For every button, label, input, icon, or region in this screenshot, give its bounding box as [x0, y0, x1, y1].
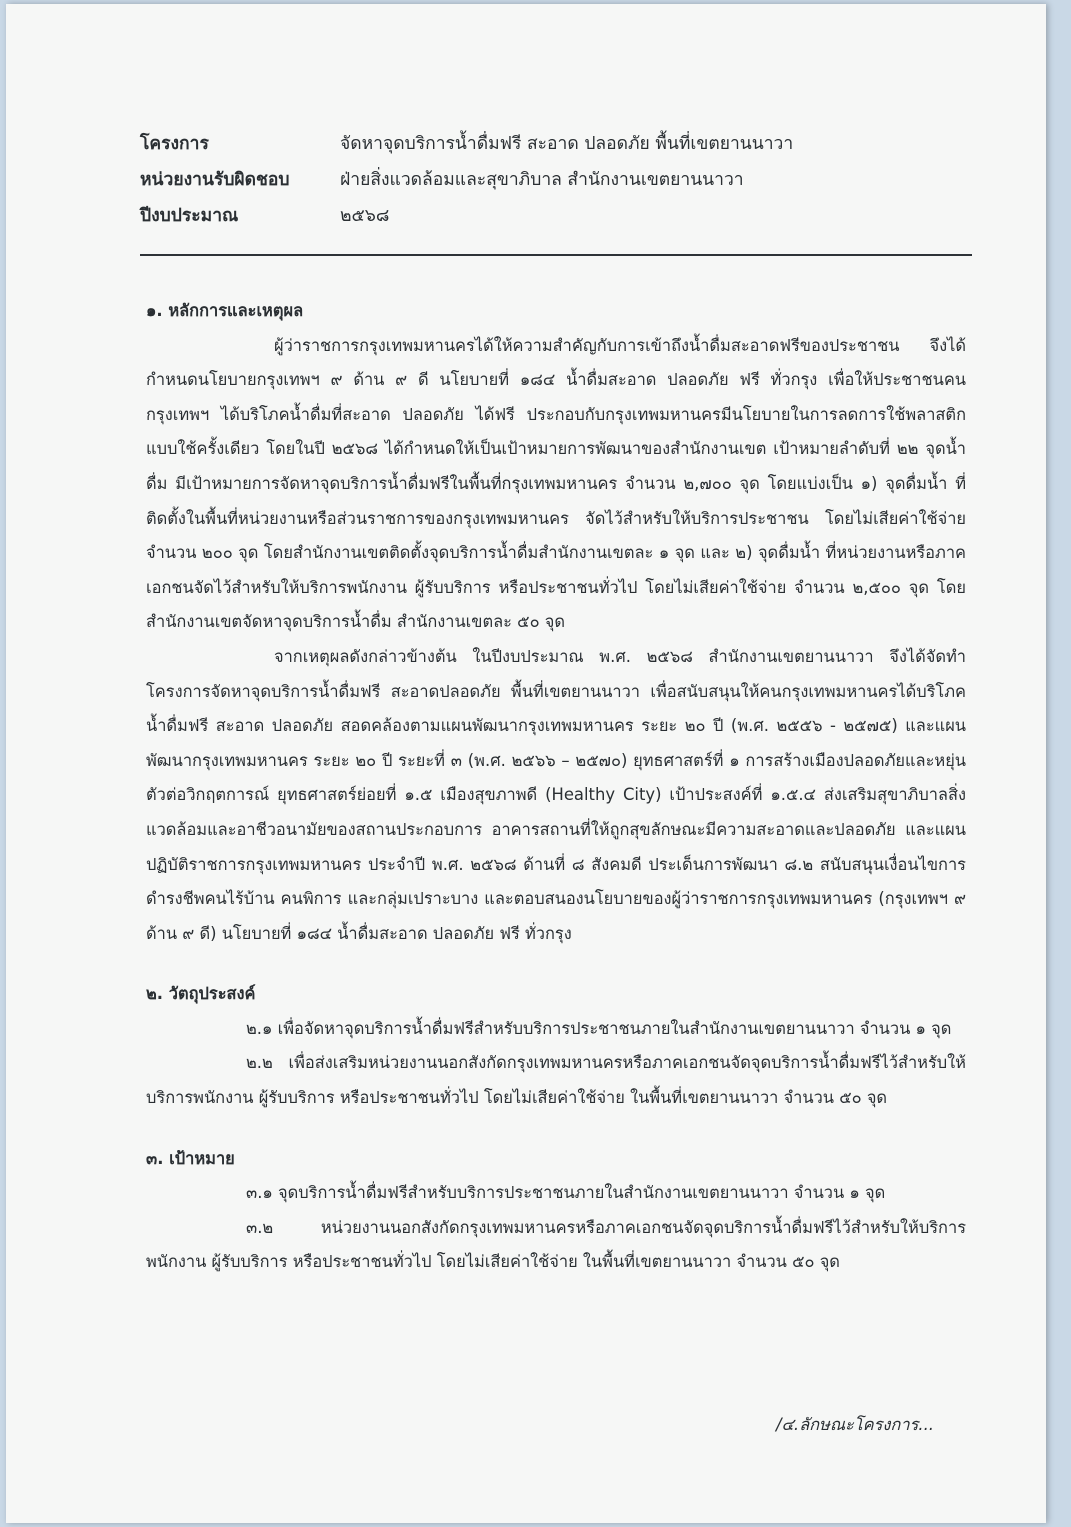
project-label: โครงการ: [140, 134, 209, 154]
objective-item-1: ๒.๑ เพื่อจัดหาจุดบริการน้ำดื่มฟรีสำหรับบริการประชาชนภายในสำนักงานเขตยานนาวา จำนวน ๑ จุด: [246, 1018, 952, 1038]
document-page: [6, 4, 1046, 1523]
header-divider: [140, 254, 972, 256]
unit-row: [140, 162, 793, 198]
section2-heading: ๒. วัตถุประสงค์: [146, 984, 256, 1004]
section1-paragraph-1: ผู้ว่าราชการกรุงเทพมหานครได้ให้ความสำคัญกับการเข้าถึงน้ำดื่มสะอาดฟรีของประชาชน จึงได้กำหนดนโยบายกรุงเทพฯ ๙ ด้าน ๙ ดี นโยบายที่ ๑๘๔ น้ำดื่มสะอาด ปลอดภัย ฟรี ทั่วกรุง เพื่อให้ประชาชนคนกรุงเทพฯ ได้บริโภคน้ำดื่มที่สะอาด ปลอดภัย ได้ฟรี ประกอบกับกรุงเทพมหานครมีนโยบายในการลดการใช้พลาสติกแบบใช้ครั้งเดียว โดยในปี ๒๕๖๘ ได้กำหนดให้เป็นเป้าหมายการพัฒนาของสำนักงานเขต เป้าหมายลำดับที่ ๒๒ จุดน้ำดื่ม มีเป้าหมายการจัดหาจุดบริการน้ำดื่มฟรีในพื้นที่กรุงเทพมหานคร จำนวน ๒,๗๐๐ จุด โดยแบ่งเป็น ๑) จุดดื่มน้ำ ที่ติดตั้งในพื้นที่หน่วยงานหรือส่วนราชการของกรุงเทพมหานคร จัดไว้สำหรับให้บริการประชาชน โดยไม่เสียค่าใช้จ่าย จำนวน ๒๐๐ จุด โดยสำนักงานเขตติดตั้งจุดบริการน้ำดื่มสำนักงานเขตละ ๑ จุด และ ๒) จุดดื่มน้ำ ที่หน่วยงานหรือภาคเอกชนจัดไว้สำหรับให้บริการพนักงาน ผู้รับบริการ หรือประชาชนทั่วไป โดยไม่เสียค่าใช้จ่าย จำนวน ๒,๕๐๐ จุด โดยสำนักงานเขตจัดหาจุดบริการน้ำดื่ม สำนักงานเขตละ ๕๐ จุด: [146, 335, 966, 632]
unit-value: ฝ่ายสิ่งแวดล้อมและสุขาภิบาล สำนักงานเขตยานนาวา: [340, 170, 744, 190]
section1-paragraph-2: จากเหตุผลดังกล่าวข้างต้น ในปีงบประมาณ พ.ศ. ๒๕๖๘ สำนักงานเขตยานนาวา จึงได้จัดทำโครงการจัดหาจุดบริการน้ำดื่มฟรี สะอาดปลอดภัย พื้นที่เขตยานนาวา เพื่อสนับสนุนให้คนกรุงเทพมหานครได้บริโภคน้ำดื่มฟรี สะอาด ปลอดภัย สอดคล้องตามแผนพัฒนากรุงเทพมหานคร ระยะ ๒๐ ปี (พ.ศ. ๒๕๕๖ - ๒๕๗๕) และแผนพัฒนากรุงเทพมหานคร ระยะ ๒๐ ปี ระยะที่ ๓ (พ.ศ. ๒๕๖๖ – ๒๕๗๐) ยุทธศาสตร์ที่ ๑ การสร้างเมืองปลอดภัยและหยุ่นตัวต่อวิกฤตการณ์ ยุทธศาสตร์ย่อยที่ ๑.๕ เมืองสุขภาพดี (Healthy City) เป้าประสงค์ที่ ๑.๕.๔ ส่งเสริมสุขาภิบาลสิ่งแวดล้อมและอาชีวอนามัยของสถานประกอบการ อาคารสถานที่ให้ถูกสุขลักษณะมีความสะอาดและปลอดภัย และแผนปฏิบัติราชการกรุงเทพมหานคร ประจำปี พ.ศ. ๒๕๖๘ ด้านที่ ๘ สังคมดี ประเด็นการพัฒนา ๘.๒ สนับสนุนเงื่อนไขการดำรงชีพคนไร้บ้าน คนพิการ และกลุ่มเปราะบาง และตอบสนองนโยบายของผู้ว่าราชการกรุงเทพมหานคร (กรุงเทพฯ ๙ ด้าน ๙ ดี) นโยบายที่ ๑๘๔ น้ำดื่มสะอาด ปลอดภัย ฟรี ทั่วกรุง: [146, 646, 966, 943]
target-item-2: ๓.๒ หน่วยงานนอกสังกัดกรุงเทพมหานครหรือภาคเอกชนจัดจุดบริการน้ำดื่มฟรีไว้สำหรับให้บริการพนักงาน ผู้รับบริการ หรือประชาชนทั่วไป โดยไม่เสียค่าใช้จ่าย ในพื้นที่เขตยานนาวา จำนวน ๕๐ จุด: [146, 1217, 966, 1272]
project-value: จัดหาจุดบริการน้ำดื่มฟรี สะอาด ปลอดภัย พื้นที่เขตยานนาวา: [340, 134, 794, 154]
document-header: [140, 126, 793, 234]
year-row: [140, 198, 793, 234]
unit-label: หน่วยงานรับผิดชอบ: [140, 170, 290, 190]
continuation-note: /๔.ลักษณะโครงการ...: [775, 1415, 934, 1434]
section1-heading: ๑. หลักการและเหตุผล: [146, 301, 304, 320]
objective-item-2: ๒.๒ เพื่อส่งเสริมหน่วยงานนอกสังกัดกรุงเทพมหานครหรือภาคเอกชนจัดจุดบริการน้ำดื่มฟรีไว้สำหรับให้บริการพนักงาน ผู้รับบริการ หรือประชาชนทั่วไป โดยไม่เสียค่าใช้จ่าย ในพื้นที่เขตยานนาวา จำนวน ๕๐ จุด: [146, 1053, 966, 1108]
project-row: [140, 126, 793, 162]
target-item-1: ๓.๑ จุดบริการน้ำดื่มฟรีสำหรับบริการประชาชนภายในสำนักงานเขตยานนาวา จำนวน ๑ จุด: [246, 1183, 886, 1203]
year-label: ปีงบประมาณ: [140, 206, 239, 226]
section3-heading: ๓. เป้าหมาย: [146, 1148, 235, 1168]
year-value: ๒๕๖๘: [340, 206, 390, 226]
document-body: [146, 294, 966, 1280]
